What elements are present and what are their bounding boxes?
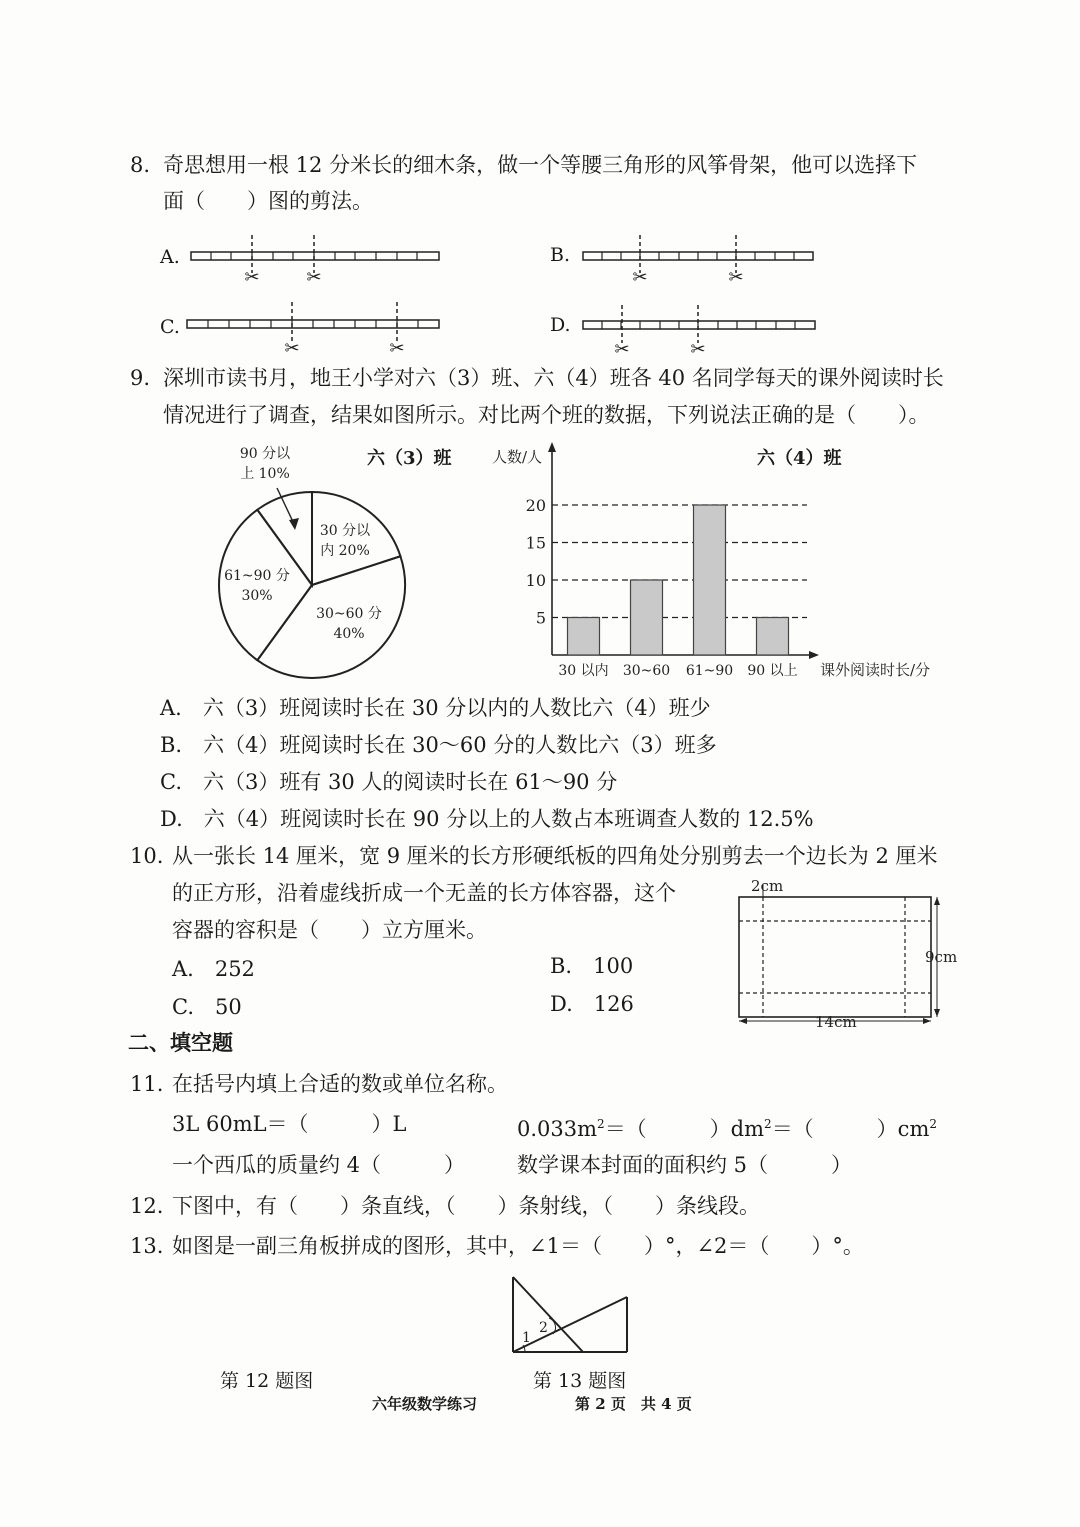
fig12-caption: 第 12 题图 — [220, 1370, 314, 1392]
q13-number: 13. — [130, 1234, 164, 1258]
svg-text:✂: ✂ — [690, 339, 706, 360]
q11-number: 11. — [130, 1072, 164, 1096]
pie-slice-value-3: 上 10% — [240, 466, 290, 482]
q8-option-d-stick-figure — [582, 303, 822, 361]
pie-slice-value-0: 内 20% — [320, 543, 370, 559]
svg-text:✂: ✂ — [306, 267, 322, 288]
q11-item-b: $0.033m^2=$（ ）$dm^2=$（ ）$cm^2$ — [517, 1117, 938, 1141]
q9-option-d: D. 六（4）班阅读时长在 90 分以上的人数占本班调查人数的 12.5% — [160, 807, 814, 831]
pie-slice-label-0: 30 分以 — [319, 523, 371, 539]
q11-item-c: 一个西瓜的质量约 4（ ） — [172, 1153, 466, 1177]
q10-option-b: B. 100 — [550, 954, 634, 978]
q8-option-c-stick-figure — [186, 302, 446, 360]
bar-y-tick-0: 5 — [535, 608, 546, 628]
q11-instruction: 在括号内填上合适的数或单位名称。 — [172, 1072, 508, 1096]
q10-cardboard-figure — [725, 875, 965, 1035]
bar-x-tick-1: 30~60 — [622, 663, 671, 679]
q12-text: 下图中，有（ ）条直线，（ ）条射线，（ ）条线段。 — [172, 1194, 760, 1218]
pie-slice-label-3: 90 分以 — [239, 446, 291, 462]
svg-text:✂: ✂ — [244, 267, 260, 288]
svg-text:✂: ✂ — [614, 339, 630, 360]
bar-0 — [568, 618, 600, 656]
q10-label-14cm: 14cm — [815, 1013, 857, 1031]
bar-chart — [480, 440, 950, 690]
q11-item-a: 3L 60mL＝（ ）L — [172, 1112, 407, 1136]
q12-number: 12. — [130, 1194, 164, 1218]
angle-2-label: 2 — [539, 1320, 548, 1336]
q13-text: 如图是一副三角板拼成的图形，其中，∠1＝（ ）°，∠2＝（ ）°。 — [172, 1234, 864, 1258]
bar-x-tick-3: 90 以上 — [747, 663, 798, 679]
q10-option-a: A. 252 — [172, 957, 255, 981]
bar-1 — [631, 580, 663, 655]
bar-y-tick-1: 10 — [525, 571, 546, 590]
q8-option-c-label: C. — [160, 316, 180, 338]
footer-subject: 六年级数学练习 — [372, 1395, 478, 1413]
bar-2 — [694, 505, 726, 655]
pie-slice-value-1: 40% — [333, 626, 365, 642]
pie-slice-label-2: 61~90 分 — [224, 568, 290, 584]
q9-number: 9. — [130, 366, 151, 390]
q8-option-a-label: A. — [160, 246, 180, 268]
q10-text-line1: 从一张长 14 厘米，宽 9 厘米的长方形硬纸板的四角处分别剪去一个边长为 2 厘米 — [172, 844, 938, 868]
pie-chart-title: 六（3）班 — [367, 448, 452, 469]
svg-text:✂: ✂ — [389, 338, 405, 359]
q8-option-a-stick-figure — [190, 233, 445, 288]
bar-y-tick-2: 15 — [525, 533, 546, 553]
svg-text:✂: ✂ — [284, 338, 300, 359]
bar-chart-title: 六（4）班 — [757, 448, 842, 469]
q8-number: 8. — [130, 153, 151, 177]
q8-text-line2: 面（ ）图的剪法。 — [163, 189, 373, 213]
footer-page-number: 第 2 页 共 4 页 — [575, 1395, 692, 1413]
bar-x-axis-label: 课外阅读时长/分 — [820, 661, 931, 679]
q9-option-a: A. 六（3）班阅读时长在 30 分以内的人数比六（4）班少 — [160, 696, 711, 720]
bar-x-axis-arrow — [809, 651, 819, 659]
svg-text:✂: ✂ — [632, 267, 648, 288]
q8-text-line1: 奇思想用一根 12 分米长的细木条，做一个等腰三角形的风筝骨架，他可以选择下 — [163, 153, 918, 177]
pie-callout-arrowhead — [289, 518, 299, 530]
bar-y-tick-3: 20 — [525, 496, 546, 515]
q9-option-c: C. 六（3）班有 30 人的阅读时长在 61～90 分 — [160, 770, 618, 794]
pie-slice-2 — [219, 510, 312, 660]
q8-option-b-label: B. — [550, 244, 571, 266]
q10-label-9cm: 9cm — [925, 948, 958, 966]
bar-3 — [757, 618, 789, 656]
q11-item-d: 数学课本封面的面积约 5（ ） — [517, 1153, 853, 1177]
section-title-fill-in: 二、填空题 — [128, 1030, 233, 1055]
angle-1-label: 1 — [522, 1330, 531, 1346]
q10-option-c: C. 50 — [172, 995, 242, 1019]
q9-text-line1: 深圳市读书月，地王小学对六（3）班、六（4）班各 40 名同学每天的课外阅读时长 — [163, 366, 944, 390]
q9-text-line2: 情况进行了调查，结果如图所示。对比两个班的数据，下列说法正确的是（ ）。 — [163, 403, 930, 427]
bar-y-axis-arrow — [548, 442, 556, 452]
q13-triangle-figure — [505, 1272, 635, 1362]
q8-option-d-label: D. — [550, 314, 571, 336]
fig13-caption: 第 13 题图 — [533, 1370, 627, 1392]
q10-option-d: D. 126 — [550, 992, 634, 1016]
q10-text-line2: 的正方形，沿着虚线折成一个无盖的长方体容器，这个 — [172, 881, 676, 905]
bar-x-tick-2: 61~90 — [685, 663, 734, 679]
pie-chart — [205, 440, 435, 690]
svg-text:✂: ✂ — [728, 267, 744, 288]
bar-x-tick-0: 30 以内 — [558, 663, 609, 679]
q8-option-b-stick-figure — [582, 233, 822, 288]
bar-y-axis-label: 人数/人 — [492, 448, 543, 466]
pie-slice-label-1: 30~60 分 — [316, 606, 382, 622]
q10-number: 10. — [130, 844, 164, 868]
q10-label-2cm: 2cm — [751, 877, 784, 895]
q10-text-line3: 容器的容积是（ ）立方厘米。 — [172, 918, 487, 942]
q9-option-b: B. 六（4）班阅读时长在 30～60 分的人数比六（3）班多 — [160, 733, 717, 757]
pie-slice-value-2: 30% — [241, 588, 273, 604]
